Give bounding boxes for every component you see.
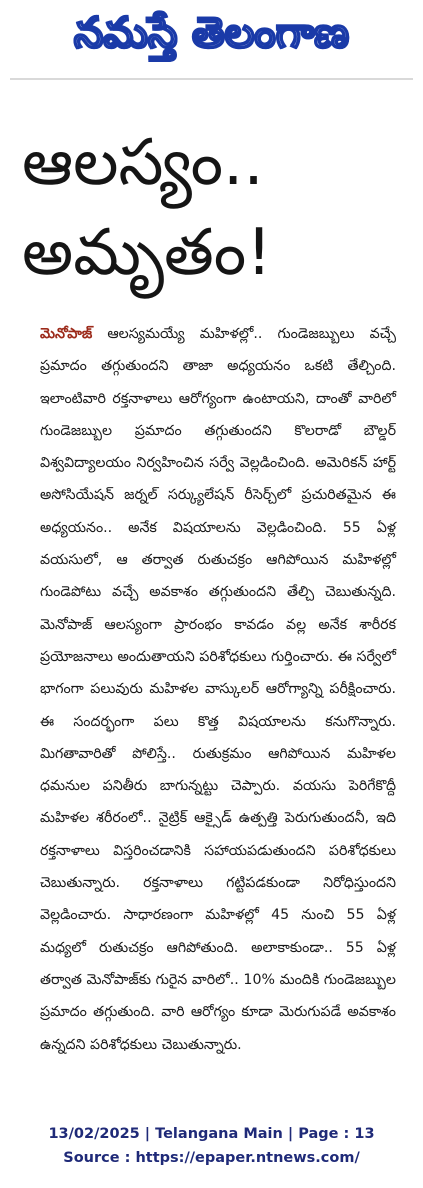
footer-date-edition: 13/02/2025 | Telangana Main | Page : 13 (48, 1126, 375, 1142)
headline-line-1: ఆలస్యం.. (22, 126, 264, 200)
article-lead-word: మెనోపాజ్ (40, 326, 93, 342)
article-body-text: ఆలస్యమయ్యే మహిళల్లో.. గుండెజబ్బులు వచ్చే ప్రమాదం తగ్గుతుందని తాజా అధ్యయనం ఒకటి తేల్చింది. ఇలాంటివారి రక్తనాళాలు ఆరోగ్యంగా ఉంటాయని, దాంతో వారిలో గుండెజబ్బుల ప్రమాదం తగ్గుతుందని కొలరాడో బౌల్డర్ విశ్వవిద్యాలయం నిర్వహించిన సర్వే వెల్లడించింది. అమెరికన్ హార్ట్ అసోసియేషన్ జర్నల్ సర్క్యులేషన్ రీసెర్చ్‌లో ప్రచురితమైన ఈ అధ్యయనం.. అనేక విషయాలను వెల్లడించింది. 55 ఏళ్ల వయసులో, ఆ తర్వాత రుతుచక్రం ఆగిపోయిన మహిళల్లో గుండెపోటు వచ్చే అవకాశం తగ్గుతుందని తేల్చి చెబుతున్నది. మెనోపాజ్ ఆలస్యంగా ప్రారంభం కావడం వల్ల అనేక శారీరక ప్రయోజనాలు అందుతాయని పరిశోధకులు గుర్తించారు. ఈ సర్వేలో భాగంగా పలువురు మహిళల వాస్కులర్ ఆరోగ్యాన్ని పరీక్షించారు. ఈ సందర్భంగా పలు కొత్త విషయాలను కనుగొన్నారు. మిగతావారితో పోలిస్తే.. రుతుక్రమం ఆగిపోయిన మహిళల ధమనుల పనితీరు బాగున్నట్టు చెప్పారు. వయసు పెరిగేకొద్దీ మహిళల శరీరంలో.. నైట్రిక్ ఆక్సైడ్ ఉత్పత్తి పెరుగుతుందనీ, ఇది రక్తనాళాలు విస్తరించడానికి సహాయపడుతుందని పరిశోధకులు చెబుతున్నారు. రక్తనాళాలు గట్టిపడకుండా నిరోధిస్తుందని వెల్లడించారు. సాధారణంగా మహిళల్లో 45 నుంచి 55 ఏళ్ల మధ్యలో రుతుచక్రం ఆగిపోతుంది. అలాకాకుండా.. 55 ఏళ్ల తర్వాత మెనోపాజ్‌కు గురైన వారిలో.. 10% మందికి గుండెజబ్బుల ప్రమాదం తగ్గుతుంది. వారి ఆరోగ్యం కూడా మెరుగుపడే అవకాశం ఉన్నదని పరిశోధకులు చెబుతున్నారు. (40, 326, 396, 1053)
article-body (40, 318, 396, 1061)
masthead-title: నమస్తే తెలంగాణ (73, 8, 350, 57)
headline-line-2: అమృతం! (22, 216, 272, 290)
masthead (14, 6, 409, 70)
footer-source: Source : https://epaper.ntnews.com/ (63, 1150, 360, 1166)
masthead-divider (10, 78, 413, 80)
